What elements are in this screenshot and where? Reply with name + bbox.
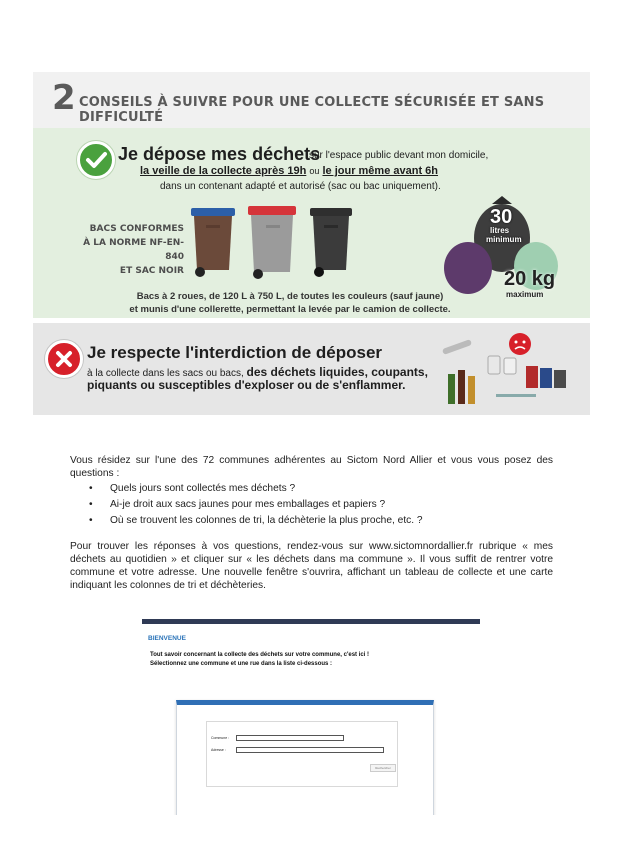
wheelie-bins-illustration	[186, 200, 356, 280]
bag-weight-note: maximum	[506, 290, 544, 299]
angry-face-icon	[509, 333, 531, 355]
instructions-paragraph: Pour trouver les réponses à vos questions, rendez-vous sur www.sictomnordallier.fr rubrique « mes déchets au quotidien » et cliquer sur « les déchets dans ma commune ». Il vous suffit de rentrer votre commune et votre adresse. Une nouvelle fenêtre s'ouvrira, affichant un tableau de collecte et une carte indiquant les colonnes de tri et déchèteries.	[70, 541, 553, 591]
website-screenshot	[142, 619, 480, 815]
website-top-bar	[142, 619, 480, 624]
prohibit-line1-prefix: à la collecte dans les sacs ou bacs,	[87, 368, 244, 379]
prohibit-line1-bold: des déchets liquides, coupants,	[246, 365, 428, 379]
deposit-container-note: dans un contenant adapté et autorisé (sac ou bac uniquement).	[160, 181, 441, 192]
infographic-title: CONSEILS À SUIVRE POUR UNE COLLECTE SÉCURISÉE ET SANS DIFFICULTÉ	[79, 95, 545, 125]
address-label: Adresse :	[211, 748, 226, 752]
prohibit-heading: Je respecte l'interdiction de déposer	[87, 343, 383, 362]
check-icon	[77, 141, 115, 179]
brown-bin-icon	[191, 208, 235, 277]
bins-norm-label	[70, 222, 184, 278]
website-search-card	[176, 700, 434, 815]
website-welcome-title: BIENVENUE	[148, 635, 186, 642]
bag-volume-note: minimum	[486, 235, 522, 244]
website-intro-line2: Sélectionnez une commune et une rue dans la liste ci-dessous :	[150, 661, 333, 667]
cross-icon	[45, 340, 83, 378]
list-item: • Quels jours sont collectés mes déchets ?	[70, 481, 553, 497]
grey-bin-icon	[248, 206, 296, 279]
website-search-form	[206, 721, 398, 787]
purple-bag-icon	[444, 242, 492, 294]
timing-morning: le jour même avant 6h	[322, 165, 439, 177]
commune-label: Commune :	[211, 736, 230, 740]
infographic-number: 2	[52, 78, 75, 118]
bins-label-line: À LA NORME NF-EN-840	[83, 238, 184, 262]
prohibit-line1	[87, 365, 428, 379]
bins-caption-line: Bacs à 2 roues, de 120 L à 750 L, de toutes les couleurs (sauf jaune)	[136, 291, 444, 302]
bins-caption-line: et munis d'une collerette, permettant la levée par le camion de collecte.	[129, 304, 451, 315]
address-field[interactable]	[236, 747, 384, 753]
bins-label-line: ET SAC NOIR	[119, 266, 184, 276]
deposit-description: sur l'espace public devant mon domicile,	[309, 150, 489, 161]
deposit-timing	[140, 165, 438, 177]
chemical-bottles-icon	[488, 356, 516, 374]
cans-icon	[526, 366, 566, 388]
prohibited-items-illustration	[438, 330, 583, 410]
search-button[interactable]: Rechercher	[370, 764, 396, 772]
questions-list	[70, 481, 553, 529]
timing-evening: la veille de la collecte après 19h	[140, 165, 307, 177]
syringe-icon	[496, 394, 536, 397]
bag-volume-unit: litres	[490, 226, 510, 235]
bag-volume: 30	[490, 206, 513, 228]
bag-weight: 20 kg	[504, 268, 556, 290]
bins-caption	[90, 290, 490, 316]
commune-field[interactable]	[236, 735, 344, 741]
bottles-icon	[448, 370, 475, 404]
deposit-heading: Je dépose mes déchets	[118, 144, 321, 164]
lamp-icon	[442, 339, 472, 355]
timing-or: ou	[309, 166, 320, 176]
prohibit-line2: piquants ou susceptibles d'exploser ou de s'enflammer.	[87, 378, 406, 392]
bins-label-line: BACS CONFORMES	[89, 224, 184, 234]
list-item: • Ai-je droit aux sacs jaunes pour mes emballages et papiers ?	[70, 497, 553, 513]
website-intro-line1: Tout savoir concernant la collecte des déchets sur votre commune, c'est ici !	[150, 652, 370, 658]
intro-paragraph: Vous résidez sur l'une des 72 communes adhérentes au Sictom Nord Allier et vous vous posez des questions :	[70, 455, 553, 479]
list-item: • Où se trouvent les colonnes de tri, la déchèterie la plus proche, etc. ?	[70, 513, 553, 529]
black-bin-icon	[310, 208, 352, 277]
